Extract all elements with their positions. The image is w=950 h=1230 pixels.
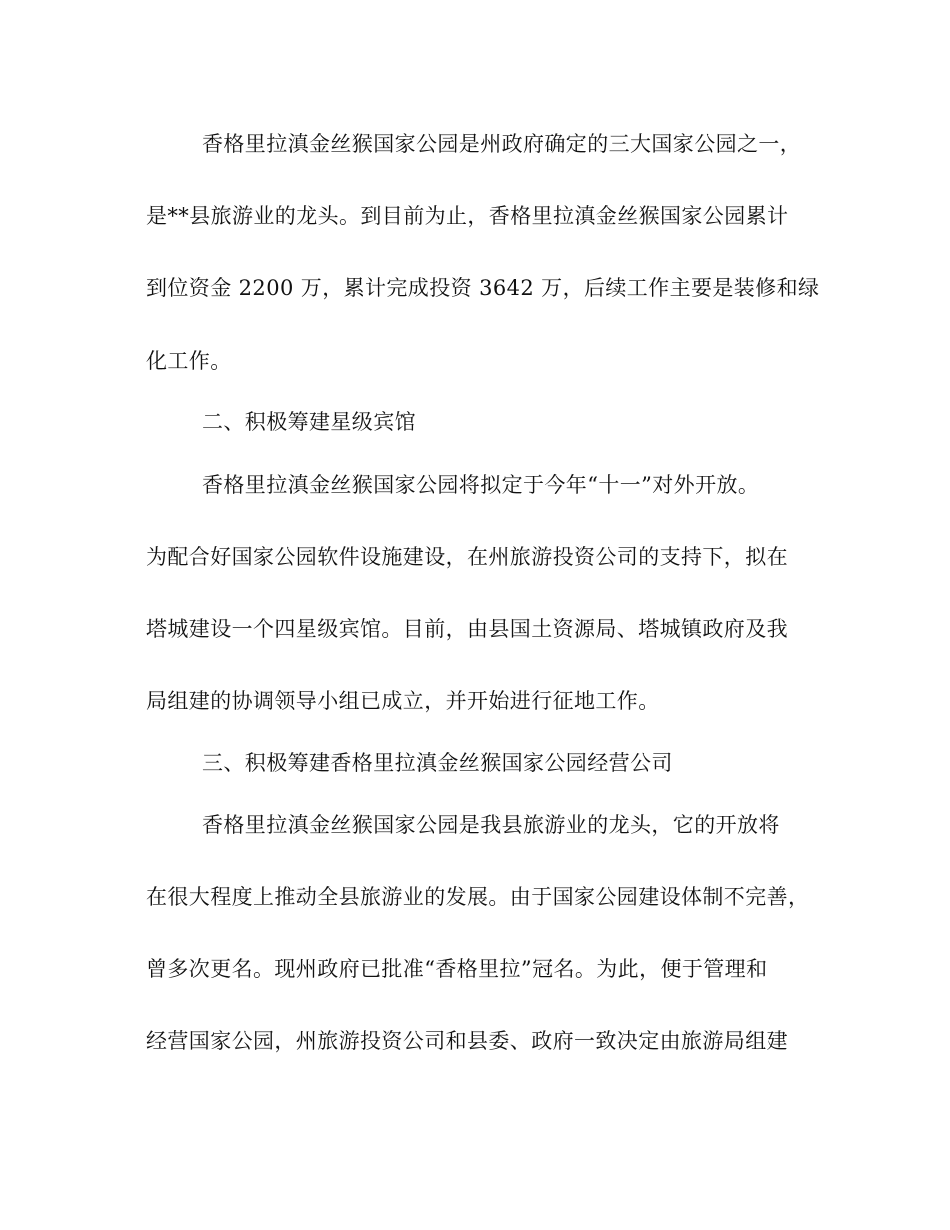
paragraph-3-line-3: 曾多次更名。现州政府已批准“香格里拉”冠名。为此，便于管理和: [146, 957, 768, 981]
section-heading-2: 二、积极筹建星级宾馆: [202, 410, 416, 434]
paragraph-3-line-2: 在很大程度上推动全县旅游业的发展。由于国家公园建设体制不完善，: [146, 885, 810, 909]
section-heading-3: 三、积极筹建香格里拉滇金丝猴国家公园经营公司: [202, 751, 673, 775]
paragraph-3-line-1: 香格里拉滇金丝猴国家公园是我县旅游业的龙头，它的开放将: [202, 813, 780, 837]
paragraph-1-line-3: 到位资金 2200 万，累计完成投资 3642 万，后续工作主要是装修和绿: [146, 276, 820, 300]
paragraph-1-line-1: 香格里拉滇金丝猴国家公园是州政府确定的三大国家公园之一，: [202, 132, 802, 156]
paragraph-2-line-1: 香格里拉滇金丝猴国家公园将拟定于今年“十一”对外开放。: [202, 473, 760, 497]
paragraph-1-line-2: 是**县旅游业的龙头。到目前为止，香格里拉滇金丝猴国家公园累计: [146, 204, 789, 228]
paragraph-2-line-4: 局组建的协调领导小组已成立，并开始进行征地工作。: [146, 689, 660, 713]
paragraph-3-line-4: 经营国家公园，州旅游投资公司和县委、政府一致决定由旅游局组建: [146, 1029, 788, 1053]
paragraph-1-line-4: 化工作。: [146, 349, 232, 373]
paragraph-2-line-2: 为配合好国家公园软件设施建设，在州旅游投资公司的支持下，拟在: [146, 545, 788, 569]
paragraph-2-line-3: 塔城建设一个四星级宾馆。目前，由县国土资源局、塔城镇政府及我: [146, 617, 788, 641]
